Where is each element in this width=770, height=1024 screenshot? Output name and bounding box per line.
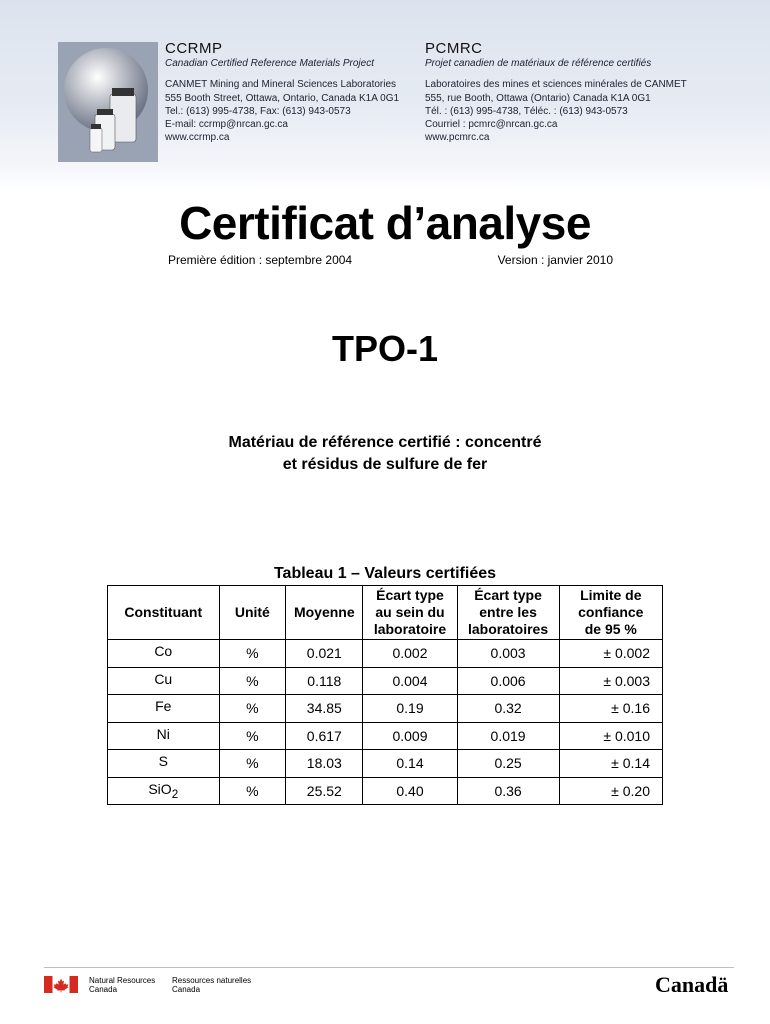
material-code: TPO-1 <box>331 328 438 369</box>
constituent-text: S <box>158 753 168 770</box>
constituent-text: Co <box>154 643 173 660</box>
cell-between-lab-sd: 0.006 <box>457 667 559 695</box>
table-row <box>108 695 663 723</box>
constituent-text: Cu <box>154 670 173 687</box>
header-within-lab-sd <box>363 586 457 640</box>
department-text: Canada <box>172 985 201 994</box>
cell-confidence-limit: ± 0.16 <box>559 695 662 723</box>
cell-unit: % <box>219 722 286 750</box>
cell-within-lab-sd: 0.004 <box>363 667 457 695</box>
department-name-en <box>89 976 155 994</box>
cell-mean: 0.021 <box>286 640 363 668</box>
address-line: 555, rue Booth, Ottawa (Ontario) Canada K1A 0G1 <box>425 92 651 104</box>
header-text: confiance <box>578 604 644 620</box>
project-name-en: Canadian Certified Reference Materials Project <box>165 58 374 69</box>
cell-confidence-limit: ± 0.20 <box>559 777 662 805</box>
reference-materials-logo <box>58 42 158 162</box>
address-line: Laboratoires des mines et sciences minérales de CANMET <box>425 79 687 91</box>
cell-unit: % <box>219 777 286 805</box>
cell-unit: % <box>219 750 286 778</box>
version-date: Version : janvier 2010 <box>497 253 613 267</box>
cell-mean: 18.03 <box>286 750 363 778</box>
website-line: www.pcmrc.ca <box>425 132 490 144</box>
header-between-lab-sd <box>457 586 559 640</box>
header-text: Moyenne <box>293 604 355 620</box>
document-title: Certificat d’analyse <box>179 197 591 249</box>
cell-constituent <box>108 695 220 723</box>
phone-line: Tél. : (613) 995-4738, Téléc. : (613) 943-0573 <box>425 105 628 117</box>
cell-within-lab-sd: 0.002 <box>363 640 457 668</box>
cell-within-lab-sd: 0.19 <box>363 695 457 723</box>
header-french <box>425 40 687 145</box>
table-row <box>108 667 663 695</box>
cell-constituent <box>108 667 220 695</box>
department-text: Natural Resources <box>89 976 156 985</box>
cell-unit: % <box>219 667 286 695</box>
cell-within-lab-sd: 0.40 <box>363 777 457 805</box>
header-confidence-limit <box>559 586 662 640</box>
cell-confidence-limit: ± 0.002 <box>559 640 662 668</box>
cell-between-lab-sd: 0.25 <box>457 750 559 778</box>
project-name-fr: Projet canadien de matériaux de référence certifiés <box>425 58 652 69</box>
header-text: laboratoire <box>373 621 447 637</box>
table-row <box>108 640 663 668</box>
cell-confidence-limit: ± 0.14 <box>559 750 662 778</box>
constituent-text: SiO <box>148 780 172 797</box>
table-row <box>108 722 663 750</box>
cell-constituent <box>108 722 220 750</box>
header-text: laboratoires <box>467 621 549 637</box>
header-text: Constituant <box>124 604 203 620</box>
header-constituent <box>108 586 220 640</box>
cell-within-lab-sd: 0.009 <box>363 722 457 750</box>
cell-unit: % <box>219 640 286 668</box>
header-unit <box>219 586 286 640</box>
cell-constituent <box>108 777 220 805</box>
table-row <box>108 777 663 805</box>
header-text: Écart type <box>376 587 444 603</box>
cell-within-lab-sd: 0.14 <box>363 750 457 778</box>
cell-mean: 25.52 <box>286 777 363 805</box>
table-row <box>108 750 663 778</box>
header-text: entre les <box>479 604 537 620</box>
header-banner <box>0 0 770 190</box>
certified-values-table <box>107 585 663 805</box>
constituent-text: Fe <box>155 698 172 715</box>
header-text: au sein du <box>375 604 445 620</box>
header-text: Unité <box>234 604 270 620</box>
phone-line: Tel.: (613) 995-4738, Fax: (613) 943-0573 <box>165 105 351 117</box>
cell-mean: 0.617 <box>286 722 363 750</box>
cell-confidence-limit: ± 0.010 <box>559 722 662 750</box>
email-line: E-mail: ccrmp@nrcan.gc.ca <box>165 119 288 131</box>
constituent-text: Ni <box>156 725 170 742</box>
footer-divider <box>44 967 734 968</box>
department-text: Ressources naturelles <box>172 976 252 985</box>
cell-between-lab-sd: 0.32 <box>457 695 559 723</box>
header-english <box>165 40 399 145</box>
canada-wordmark: Canadä <box>655 972 729 997</box>
header-text: de 95 % <box>584 621 637 637</box>
cell-between-lab-sd: 0.019 <box>457 722 559 750</box>
cell-between-lab-sd: 0.003 <box>457 640 559 668</box>
department-text: Canada <box>89 985 118 994</box>
email-line: Courriel : pcmrc@nrcan.gc.ca <box>425 119 558 131</box>
table-caption: Tableau 1 – Valeurs certifiées <box>273 565 497 582</box>
address-line: CANMET Mining and Mineral Sciences Laboratories <box>165 79 397 91</box>
acronym-en: CCRMP <box>165 40 223 57</box>
department-name-fr <box>172 976 251 994</box>
header-text: Écart type <box>474 587 542 603</box>
edition-date: Première édition : septembre 2004 <box>168 253 353 267</box>
material-description <box>0 432 770 476</box>
header-mean <box>286 586 363 640</box>
material-description-line: et résidus de sulfure de fer <box>282 456 488 473</box>
cell-unit: % <box>219 695 286 723</box>
table-header-row <box>108 586 663 640</box>
cell-mean: 0.118 <box>286 667 363 695</box>
cell-confidence-limit: ± 0.003 <box>559 667 662 695</box>
subscript: 2 <box>171 787 179 801</box>
website-line: www.ccrmp.ca <box>165 132 230 144</box>
address-line: 555 Booth Street, Ottawa, Ontario, Canada K1A 0G1 <box>165 92 400 104</box>
cell-between-lab-sd: 0.36 <box>457 777 559 805</box>
cell-constituent <box>108 750 220 778</box>
cell-constituent <box>108 640 220 668</box>
acronym-fr: PCMRC <box>425 40 483 57</box>
header-text: Limite de <box>580 587 642 603</box>
cell-mean: 34.85 <box>286 695 363 723</box>
material-description-line: Matériau de référence certifié : concentré <box>228 434 542 451</box>
canada-flag-icon <box>44 976 78 993</box>
